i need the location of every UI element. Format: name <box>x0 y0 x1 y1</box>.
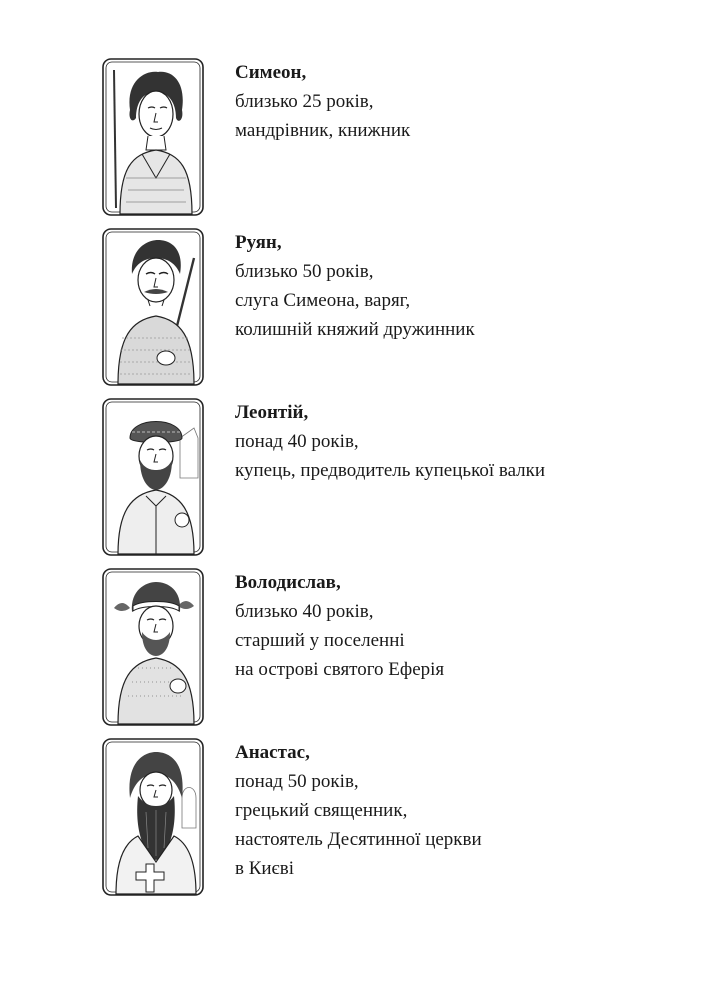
character-description-ruyan <box>235 228 475 344</box>
character-detail-line: понад 40 років, <box>235 431 359 452</box>
character-detail-line: старший у поселенні <box>235 630 405 651</box>
character-description-simeon <box>235 58 410 145</box>
character-entry-simeon <box>102 58 702 218</box>
character-detail-line: близько 40 років, <box>235 601 374 622</box>
portrait-leontiy-image <box>102 398 204 556</box>
character-name: Анастас, <box>235 742 310 763</box>
character-entry-ruyan <box>102 228 702 388</box>
character-entry-leontiy <box>102 398 702 558</box>
portrait-simeon <box>102 58 204 216</box>
character-detail-line: близько 25 років, <box>235 91 374 112</box>
character-detail-line: в Києві <box>235 858 294 879</box>
character-description-volodyslav <box>235 568 444 684</box>
character-name: Володислав, <box>235 572 341 593</box>
portrait-leontiy <box>102 398 204 556</box>
character-description-leontiy <box>235 398 545 485</box>
character-entry-anastas <box>102 738 702 898</box>
character-detail-line: мандрівник, книжник <box>235 120 411 141</box>
character-name: Руян, <box>235 232 282 253</box>
character-detail-line: колишній княжий дружинник <box>235 319 475 340</box>
portrait-ruyan-image <box>102 228 204 386</box>
character-detail-line: близько 50 років, <box>235 261 374 282</box>
character-entry-volodyslav <box>102 568 702 728</box>
portrait-anastas <box>102 738 204 896</box>
character-name: Симеон, <box>235 62 307 83</box>
character-detail-line: на острові святого Еферія <box>235 659 445 680</box>
character-description-anastas <box>235 738 482 883</box>
character-detail-line: грецький священник, <box>235 800 408 821</box>
character-detail-line: понад 50 років, <box>235 771 359 792</box>
portrait-volodyslav <box>102 568 204 726</box>
character-name: Леонтій, <box>235 402 309 423</box>
portrait-anastas-image <box>102 738 204 896</box>
character-detail-line: слуга Симеона, варяг, <box>235 290 411 311</box>
character-detail-line: настоятель Десятинної церкви <box>235 829 482 850</box>
portrait-simeon-image <box>102 58 204 216</box>
character-detail-line: купець, предводитель купецької валки <box>235 460 546 481</box>
portrait-volodyslav-image <box>102 568 204 726</box>
portrait-ruyan <box>102 228 204 386</box>
